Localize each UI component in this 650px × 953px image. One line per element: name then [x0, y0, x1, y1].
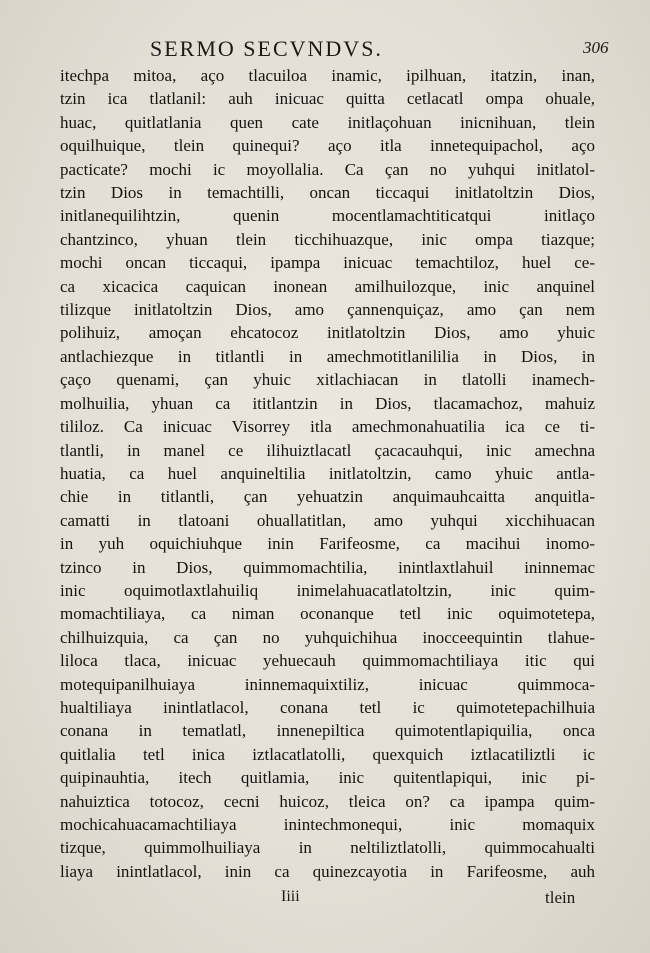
text-line: tlantli, in manel ce ilihuiztlacatl çacacauhqui, inic amechna: [60, 440, 595, 460]
running-head: SERMO SECVNDVS.: [150, 36, 383, 61]
text-line: molhuilia, yhuan ca ititlantzin in Dios, tlacamachoz, mahuiz: [60, 393, 595, 413]
text-line: conana in tematlatl, innenepiltica quimotentlapiquilia, onca: [60, 721, 595, 741]
text-line: liloca tlaca, inicuac yehuecauh quimmomachtiliaya itic qui: [60, 651, 595, 671]
folio-number: 306: [583, 38, 609, 57]
text-line: tizque, quimmolhuiliaya in neltiliztlatolli, quimmocahualti: [60, 838, 595, 858]
text-line: pacticate? mochi ic moyollalia. Ca çan no yuhqui initlatol-: [60, 159, 595, 179]
text-line: tzin Dios in temachtilli, oncan ticcaqui initlatoltzin Dios,: [60, 183, 595, 203]
text-line: inic oquimotlaxtlahuiliq inimelahuacatlatoltzin, inic quim-: [60, 580, 595, 600]
text-line: huac, quitlatlania quen cate initlaçohuan inicnihuan, tlein: [60, 112, 595, 132]
text-line: quitlalia tetl inica iztlacatlatolli, quexquich iztlacatiliztli ic: [60, 744, 595, 764]
text-line: ca xicacica caquican inonean amilhuilozque, inic anquinel: [60, 276, 595, 296]
text-line: chie in titlantli, çan yehuatzin anquimauhcaitta anquitla-: [60, 487, 595, 507]
text-line: chilhuizquia, ca çan no yuhquichihua inocceequintin tlahue-: [60, 627, 595, 647]
text-line: tzinco in Dios, quimmomachtilia, inintlaxtlahuil ininnemac: [60, 557, 595, 577]
text-line: mochi oncan ticcaqui, ipampa inicuac temachtiloz, huel ce-: [60, 253, 595, 273]
text-line: hualtiliaya inintlatlacol, conana tetl ic quimotetepachilhuia: [60, 697, 595, 717]
text-line: itechpa mitoa, aço tlacuiloa inamic, ipilhuan, itatzin, inan,: [60, 66, 595, 85]
text-line: antlachiezque in titlantli in amechmotitlanililia in Dios, in: [60, 346, 595, 366]
text-line: tzin ica tlatlanil: auh inicuac quitta cetlacatl ompa ohuale,: [60, 89, 595, 109]
text-line: çaço quenami, çan yhuic xitlachiacan in tlatolli inamech-: [60, 370, 595, 390]
text-line: tilizque initlatoltzin Dios, amo çannenquiçaz, amo çan nem: [60, 300, 595, 320]
text-line: huatia, ca huel anquineltilia initlatoltzin, camo yhuic antla-: [60, 463, 595, 483]
text-line: motequipanilhuiaya ininnemaquixtiliz, inicuac quimmoca-: [60, 674, 595, 694]
catchword: tlein: [545, 888, 576, 907]
text-line: momachtiliaya, ca niman oconanque tetl inic oquimotetepa,: [60, 604, 595, 624]
text-line: in yuh oquichiuhque inin Farifeosme, ca macihui inomo-: [60, 534, 595, 554]
text-line: mochicahuacamachtiliaya inintechmonequi, inic momaquix: [60, 815, 595, 834]
text-line: polihuiz, amoçan ehcatocoz initlatoltzin Dios, amo yhuic: [60, 323, 595, 343]
text-line: camatti in tlatoani ohuallatitlan, amo yuhqui xicchihuacan: [60, 510, 595, 530]
text-line: nahuiztica totocoz, cecni huicoz, tleica on? ca ipampa quim-: [60, 791, 595, 811]
text-line: chantzinco, yhuan tlein ticchihuazque, inic ompa tiazque;: [60, 229, 595, 249]
body-text: [60, 64, 595, 883]
text-line: quipinauhtia, itech quitlamia, inic quitentlapiqui, inic pi-: [60, 768, 595, 788]
signature-mark: Iiii: [281, 888, 300, 905]
text-line: liaya inintlatlacol, inin ca quinezcayotia in Farifeosme, auh: [60, 861, 595, 881]
text-line: tililoz. Ca inicuac Visorrey itla amechmonahuatilia ica ce ti-: [60, 417, 595, 437]
text-line: oquilhuique, tlein quinequi? aço itla innetequipachol, aço: [60, 136, 595, 156]
text-line: initlanequilihtzin, quenin mocentlamachtiticatqui initlaço: [60, 206, 595, 226]
